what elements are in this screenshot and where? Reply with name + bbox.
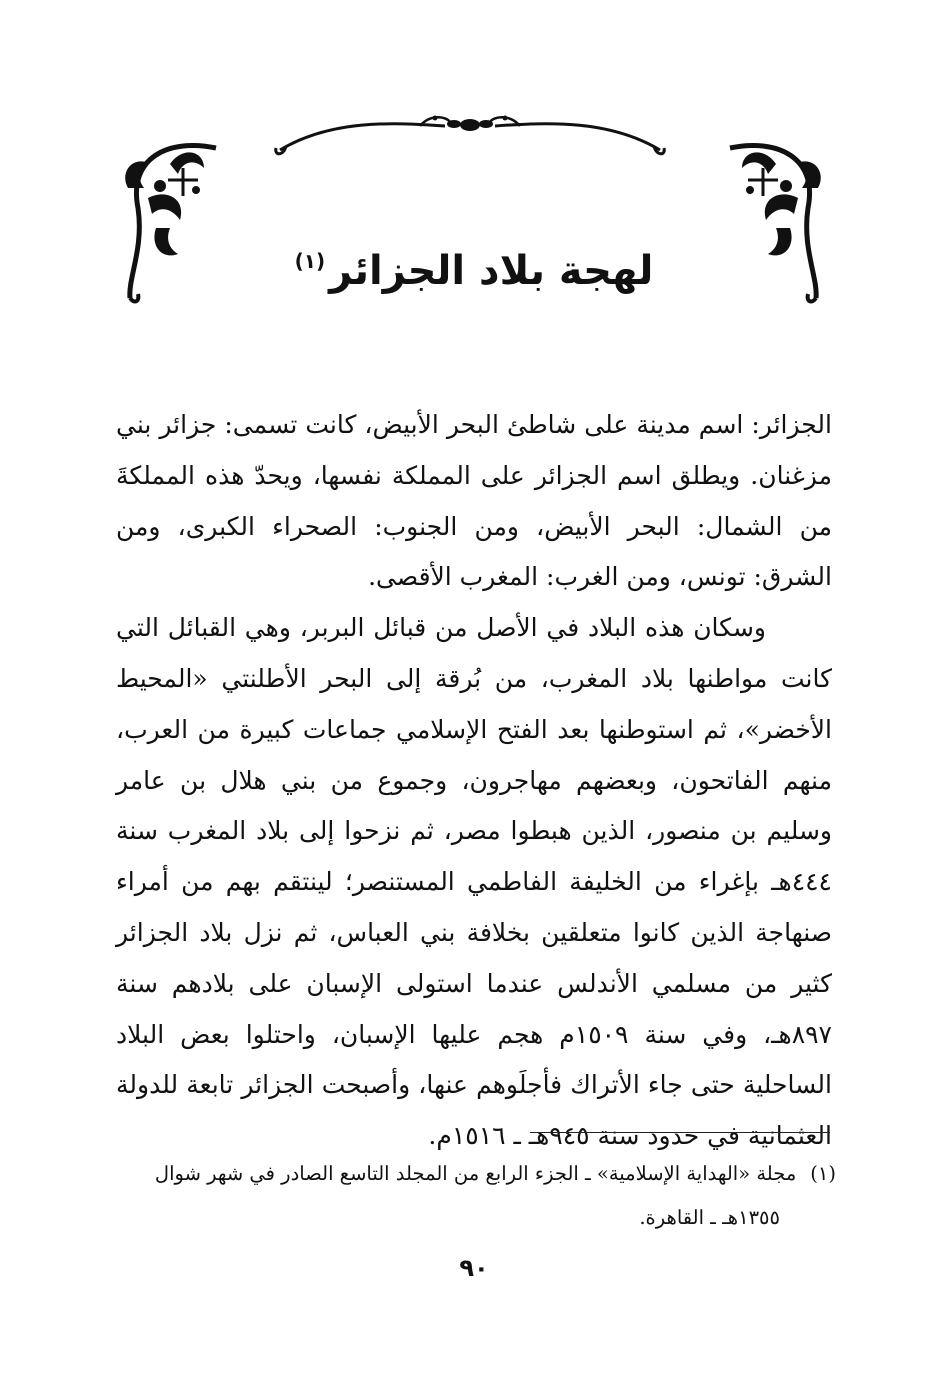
title-footnote-ref: (١) <box>294 249 326 273</box>
top-ornament-flourish <box>270 100 670 160</box>
footnote-line-2: ١٣٥٥هـ ـ القاهرة. <box>639 1206 780 1229</box>
chapter-title-text: لهجة بلاد الجزائر <box>329 248 654 294</box>
right-corner-ornament <box>718 128 838 308</box>
footnote-line-1: مجلة «الهداية الإسلامية» ـ الجزء الرابع من المجلد التاسع الصادر في شهر شوال <box>154 1162 797 1185</box>
page-number: ٩٠ <box>459 1254 489 1282</box>
left-corner-ornament <box>108 128 228 308</box>
paragraph-2: وسكان هذه البلاد في الأصل من قبائل البربر، وهي القبائل التي كانت مواطنها بلاد المغرب، من بُرقة إلى البحر الأطلنتي «المحيط الأخضر»، ثم استوطنها بعد الفتح الإسلامي جماعات كبيرة من العرب، منهم الفاتحون، وبعضهم مهاجرون، وجموع من بني هلال بن عامر وسليم بن منصور، الذين هبطوا مصر، ثم نزحوا إلى بلاد المغرب سنة ٤٤٤هـ بإغراء من الخليفة الفاطمي المستنصر؛ لينتقم بهم من أمراء صنهاجة الذين كانوا متعلقين بخلافة بني العباس، ثم نزل بلاد الجزائر كثير من مسلمي الأندلس عندما استولى الإسبان على بلادهم سنة ٨٩٧هـ، وفي سنة ١٥٠٩م هجم عليها الإسبان، واحتلوا بعض البلاد الساحلية حتى جاء الأتراك فأجلَوهم عنها، وأصبحت الجزائر تابعة للدولة العثمانية في حدود سنة ٩٤٥هـ ـ ١٥١٦م. <box>116 613 832 1151</box>
chapter-title <box>230 226 718 306</box>
footnote-number: (١) <box>810 1162 836 1185</box>
footnote <box>116 1152 836 1240</box>
paragraph-1: الجزائر: اسم مدينة على شاطئ البحر الأبيض، كانت تسمى: جزائر بني مزغنان. ويطلق اسم الجزائر على المملكة نفسها، ويحدّ هذه المملكةَ من الشمال: البحر الأبيض، ومن الجنوب: الصحراء الكبرى، ومن الشرق: تونس، ومن الغرب: المغرب الأقصى. <box>116 410 832 592</box>
body-text <box>116 400 832 1162</box>
footnote-separator <box>530 1132 830 1133</box>
